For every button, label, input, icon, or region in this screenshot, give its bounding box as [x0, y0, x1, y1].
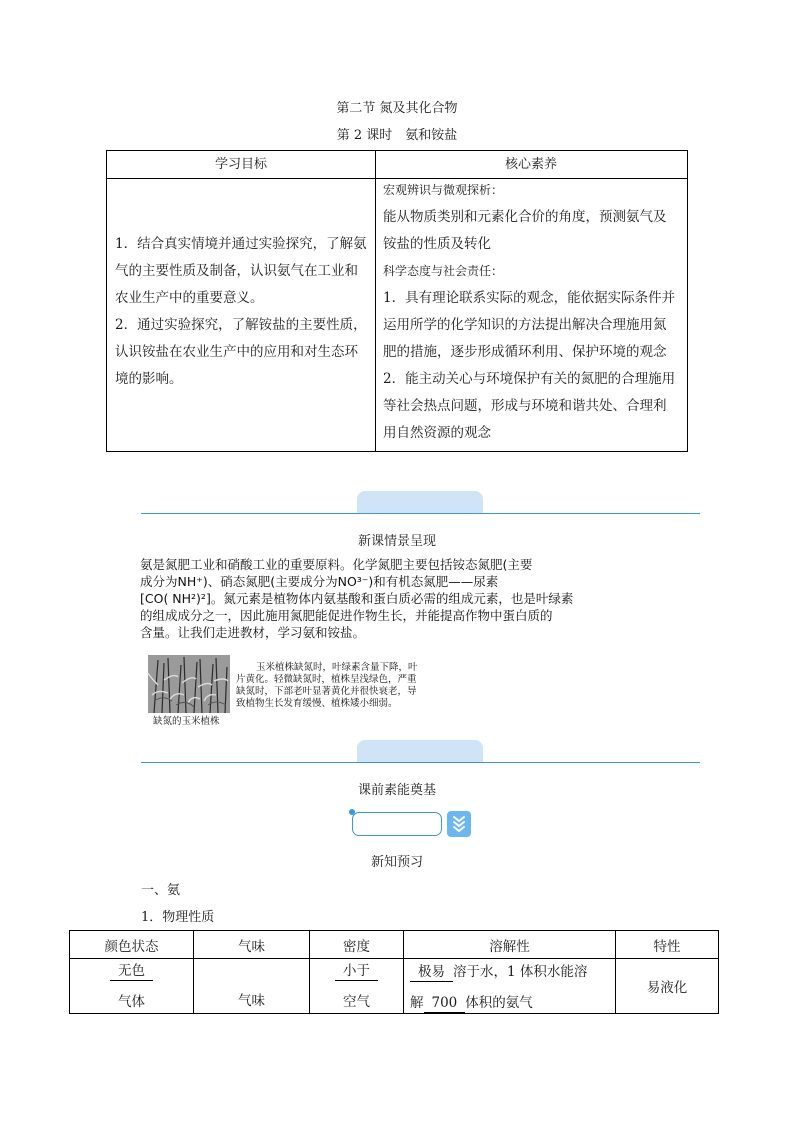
goal-line: 1．结合真实情境并通过实验探究，了解氨: [115, 236, 367, 252]
cell-text: 溶于水，1 体积水能溶: [453, 963, 588, 980]
intro-heading: 新课情景呈现: [357, 534, 436, 549]
literacy-line: 用自然资源的观念: [383, 425, 491, 441]
literacy-line: 2．能主动关心与环境保护有关的氮肥的合理施用: [383, 371, 676, 387]
core-literacy: [383, 177, 675, 447]
intro-line: 氨是氮肥工业和硝酸工业的重要原料。化学氮肥主要包括铵态氮肥(主要: [140, 557, 533, 572]
table-header: 颜色状态: [70, 931, 194, 959]
photo-text-line: 片黄化。轻微缺氮时，植株呈浅绿色，严重: [236, 674, 417, 685]
table-header: 气味: [194, 931, 310, 959]
lesson-title: 第 2 课时 氨和铵盐: [336, 128, 458, 143]
table-header: 密度: [310, 931, 404, 959]
section-tab: [357, 491, 483, 513]
goals-header-right: 核心素养: [375, 151, 687, 179]
double-chevron-down-icon: [447, 811, 471, 837]
section-tab: [357, 740, 483, 762]
goal-line: 农业生产中的重要意义。: [115, 290, 264, 306]
answer-blank: 无色: [110, 963, 153, 981]
cell-text: 气体: [118, 993, 145, 1010]
part-heading: 一、氨: [141, 883, 181, 898]
cell-text: 空气: [343, 993, 370, 1010]
literacy-line: 能从物质类别和元素化合价的角度，预测氨气及: [383, 209, 667, 225]
answer-blank: 极易: [410, 964, 453, 982]
smell-cell: [194, 959, 310, 1014]
literacy-line: 科学态度与社会责任：: [383, 264, 504, 278]
table-header: 特性: [616, 931, 719, 959]
answer-blank: 700: [424, 995, 466, 1013]
intro-line: [CO( NH²)²]。氮元素是植物体内氨基酸和蛋白质必需的组成元素，也是叶绿素: [140, 591, 574, 606]
cell-text: 解: [410, 994, 424, 1011]
solubility-cell: [404, 959, 616, 1014]
literacy-line: 等社会热点问题，形成与环境和谐共处、合理利: [383, 398, 667, 414]
section-title: 第二节 氮及其化合物: [336, 101, 458, 116]
section-rule: [141, 762, 700, 763]
foundation-heading: 课前素能奠基: [357, 783, 436, 798]
goal-line: 气的主要性质及制备，认识氨气在工业和: [115, 263, 358, 279]
cell-text: 体积的氨气: [465, 994, 533, 1011]
goals-header-left: 学习目标: [107, 151, 375, 179]
goal-line: 境的影响。: [115, 371, 183, 387]
photo-text-line: 缺氮时，下部老叶显著黄化并很快衰老，导: [236, 686, 417, 697]
literacy-line: 肥的措施，逐步形成循环利用、保护环境的观念: [383, 344, 667, 360]
table-header: 溶解性: [404, 931, 616, 959]
corn-plant-photo: [148, 655, 230, 713]
cell-text: 气味: [238, 993, 265, 1009]
literacy-line: 运用所学的化学知识的方法提出解决合理施用氮: [383, 317, 667, 333]
literacy-line: 铵盐的性质及转化: [383, 236, 491, 252]
item-heading: 1．物理性质: [141, 910, 215, 925]
density-cell: [310, 959, 404, 1014]
goal-line: 2．通过实验探究，了解铵盐的主要性质，: [115, 317, 367, 333]
color-state-cell: [70, 959, 194, 1014]
preview-tab-box: [352, 812, 442, 836]
intro-line: 成分为NH⁺)、硝态氮肥(主要成分为NO³⁻)和有机态氮肥——尿素: [140, 574, 499, 589]
section-rule: [141, 513, 700, 514]
learning-goals: [115, 231, 367, 393]
photo-caption: 缺氮的玉米植株: [153, 716, 220, 727]
photo-description: [236, 662, 446, 710]
goals-table: [106, 150, 688, 452]
intro-paragraph: [140, 556, 660, 641]
literacy-line: 1．具有理论联系实际的观念，能依据实际条件并: [383, 290, 676, 306]
photo-text-line: 致植物生长发育缓慢、植株矮小细弱。: [236, 698, 398, 709]
literacy-line: 宏观辨识与微观探析：: [383, 183, 504, 197]
photo-text-line: 玉米植株缺氮时，叶绿素含量下降，叶: [256, 662, 418, 673]
preview-tab-dot: [349, 809, 355, 815]
preview-heading: 新知预习: [370, 855, 423, 870]
goal-line: 认识铵盐在农业生产中的应用和对生态环: [115, 344, 358, 360]
intro-line: 的组成成分之一，因此施用氮肥能促进作物生长，并能提高作物中蛋白质的: [140, 608, 553, 623]
answer-blank: 小于: [335, 963, 378, 981]
feature-cell: 易液化: [616, 959, 719, 1014]
goals-divider: [375, 151, 376, 451]
intro-line: 含量。让我们走进教材，学习氨和铵盐。: [140, 625, 366, 640]
physical-properties-table: [69, 930, 719, 1014]
